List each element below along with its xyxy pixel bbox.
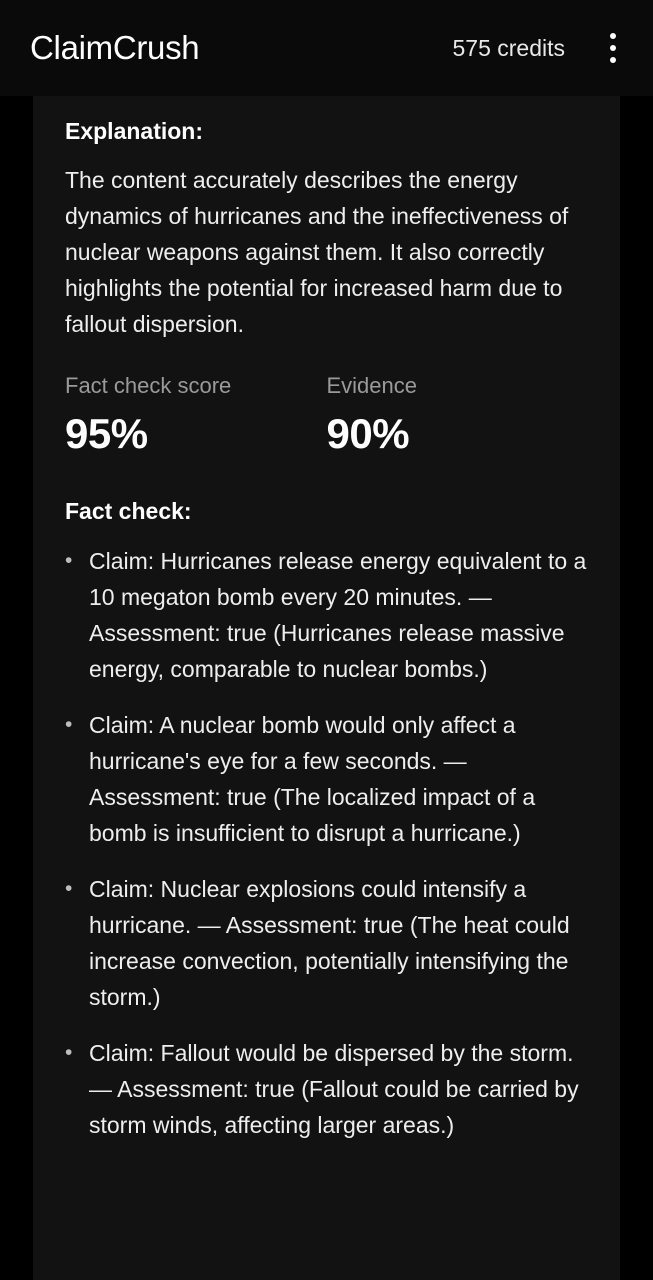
explanation-text: The content accurately describes the energy dynamics of hurricanes and the ineffectiveness of nuclear weapons against them. It also correctly highlights the potential for increased harm due to fallout dispersion. <box>65 166 569 337</box>
list-item <box>65 707 588 851</box>
kebab-dot-1 <box>610 33 616 39</box>
credits-label: 575 credits <box>452 34 565 61</box>
kebab-menu-icon[interactable] <box>593 24 633 72</box>
list-item <box>65 871 588 1015</box>
fact-check-heading: Fact check: <box>65 497 192 524</box>
evidence-score-label: Evidence <box>326 372 418 398</box>
claim-text: Claim: Nuclear explosions could intensify a hurricane. — Assessment: true (The heat could increase convection, potentially intensifying the storm.) <box>89 875 570 1010</box>
list-item <box>65 1035 588 1143</box>
app-title: ClaimCrush <box>30 29 200 66</box>
claim-text: Claim: Fallout would be dispersed by the storm. — Assessment: true (Fallout could be carried by storm winds, affecting larger areas.) <box>89 1039 579 1138</box>
score-row <box>65 372 588 462</box>
content-area <box>0 96 653 1280</box>
bullet-icon: • <box>65 548 73 572</box>
result-card <box>33 96 620 1280</box>
top-app-bar <box>0 0 653 96</box>
bullet-icon: • <box>65 876 73 900</box>
fact-check-score-label: Fact check score <box>65 372 232 398</box>
bullet-icon: • <box>65 712 73 736</box>
explanation-heading: Explanation: <box>65 118 204 144</box>
claims-list <box>65 543 588 1143</box>
fact-check-score-value: 95% <box>65 409 148 457</box>
list-item <box>65 543 588 687</box>
evidence-score <box>327 372 589 462</box>
claim-text: Claim: A nuclear bomb would only affect a hurricane's eye for a few seconds. — Assessment: true (The localized impact of a bomb is insufficient to disrupt a hurricane.) <box>89 711 536 846</box>
bullet-icon: • <box>65 1040 73 1064</box>
kebab-dot-3 <box>610 57 616 63</box>
claim-text: Claim: Hurricanes release energy equivalent to a 10 megaton bomb every 20 minutes. — Assessment: true (Hurricanes release massive energy, comparable to nuclear bombs.) <box>89 547 587 682</box>
evidence-score-value: 90% <box>326 409 410 457</box>
kebab-dot-2 <box>610 45 616 51</box>
fact-check-score <box>65 372 327 462</box>
